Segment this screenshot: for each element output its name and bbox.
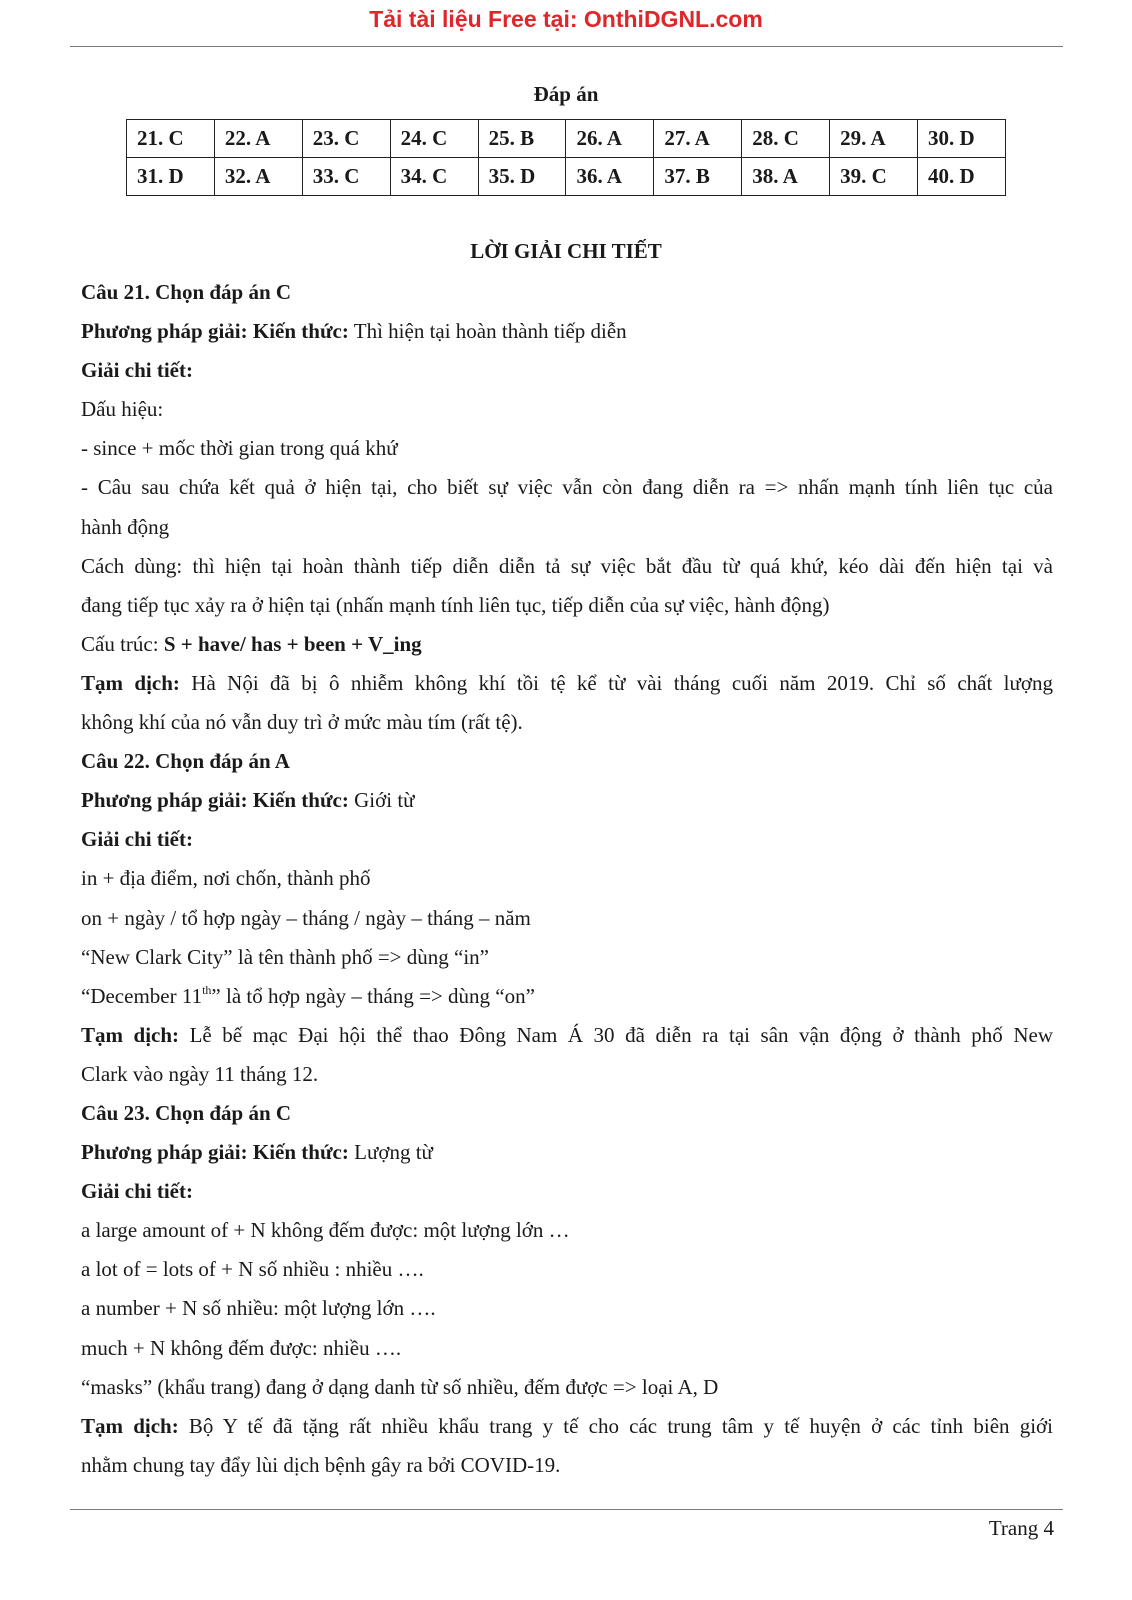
answer-cell: 39. C <box>830 158 918 196</box>
method-label: Phương pháp giải: Kiến thức: <box>81 1140 349 1165</box>
q23-translation-b: nhằm chung tay đẩy lùi dịch bệnh gây ra bởi COVID-19. <box>81 1452 561 1477</box>
page-number: Trang 4 <box>988 1516 1054 1540</box>
method-label: Phương pháp giải: Kiến thức: <box>81 319 349 344</box>
q21-heading: Câu 21. Chọn đáp án C <box>81 280 292 304</box>
method-value: Lượng từ <box>348 1140 433 1165</box>
q23-method <box>81 1133 1053 1172</box>
q22-rule-3: “New Clark City” là tên thành phố => dùng “in” <box>81 944 490 969</box>
answer-cell: 35. D <box>478 158 566 196</box>
q21-sign-label: Dấu hiệu: <box>81 397 164 422</box>
answer-key-title: Đáp án <box>533 82 599 106</box>
footer-divider <box>70 1509 1063 1510</box>
answer-cell: 21. C <box>127 120 215 158</box>
answer-cell: 28. C <box>742 120 830 158</box>
q21-sign-2a: - Câu sau chứa kết quả ở hiện tại, cho biết sự việc vẫn còn đang diễn ra => nhấn mạnh tính liên tục của <box>81 475 1053 500</box>
method-value: Giới từ <box>348 788 415 813</box>
q21-usage-a: Cách dùng: thì hiện tại hoàn thành tiếp diễn diễn tả sự việc bắt đầu từ quá khứ, kéo dài đến hiện tại và <box>81 553 1053 578</box>
answer-key-table <box>126 119 1006 196</box>
q22-translation-a <box>81 1016 1053 1055</box>
q21-sign-1: - since + mốc thời gian trong quá khứ <box>81 436 398 461</box>
q23-heading: Câu 23. Chọn đáp án C <box>81 1100 292 1125</box>
answer-cell: 34. C <box>390 158 478 196</box>
answer-cell: 32. A <box>214 158 302 196</box>
answer-cell: 22. A <box>214 120 302 158</box>
method-label: Phương pháp giải: Kiến thức: <box>81 788 349 813</box>
method-value: Thì hiện tại hoàn thành tiếp diễn <box>348 319 627 344</box>
q22-rule-1: in + địa điểm, nơi chốn, thành phố <box>81 866 371 891</box>
q22-detail-label: Giải chi tiết: <box>81 827 193 852</box>
q21-usage-b: đang tiếp tục xảy ra ở hiện tại (nhấn mạnh tính liên tục, tiếp diễn của sự việc, hành động) <box>81 592 830 617</box>
answer-cell: 37. B <box>654 158 742 196</box>
answer-cell: 36. A <box>566 158 654 196</box>
translation-label: Tạm dịch: <box>81 1022 180 1047</box>
translation-text: Bộ Y tế đã tặng rất nhiều khẩu trang y tế cho các trung tâm y tế huyện ở các tỉnh biên giới <box>178 1413 1053 1438</box>
translation-text: Hà Nội đã bị ô nhiễm không khí tồi tệ kể từ vài tháng cuối năm 2019. Chỉ số chất lượng <box>179 670 1053 695</box>
q22-translation-b: Clark vào ngày 11 tháng 12. <box>81 1061 319 1086</box>
q23-rule-4: much + N không đếm được: nhiều …. <box>81 1335 402 1360</box>
translation-label: Tạm dịch: <box>81 670 180 695</box>
q23-rule-2: a lot of = lots of + N số nhiều : nhiều …. <box>81 1257 424 1282</box>
header-link[interactable]: Tải tài liệu Free tại: OnthiDGNL.com <box>369 6 763 32</box>
q22-method <box>81 781 1053 820</box>
q23-rule-1: a large amount of + N không đếm được: một lượng lớn … <box>81 1218 570 1243</box>
answer-cell: 27. A <box>654 120 742 158</box>
q21-method <box>81 312 1053 351</box>
answer-cell: 25. B <box>478 120 566 158</box>
structure-value: S + have/ has + been + V_ing <box>163 631 422 656</box>
q21-sign-2b: hành động <box>81 514 170 539</box>
translation-label: Tạm dịch: <box>81 1413 179 1438</box>
q22-heading: Câu 22. Chọn đáp án A <box>81 749 290 774</box>
q21-detail-label: Giải chi tiết: <box>81 358 193 383</box>
q23-rule-3: a number + N số nhiều: một lượng lớn …. <box>81 1296 436 1321</box>
answer-cell: 24. C <box>390 120 478 158</box>
solutions-title: LỜI GIẢI CHI TIẾT <box>470 239 662 263</box>
q21-structure <box>81 625 1053 664</box>
answer-row <box>127 120 1006 158</box>
rule-4-sup: th <box>202 982 212 997</box>
structure-label: Cấu trúc: <box>81 631 164 656</box>
answer-row <box>127 158 1006 196</box>
answer-cell: 23. C <box>302 120 390 158</box>
answer-cell: 40. D <box>918 158 1006 196</box>
answer-cell: 26. A <box>566 120 654 158</box>
q21-translation-b: không khí của nó vẫn duy trì ở mức màu tím (rất tệ). <box>81 710 523 735</box>
q21-translation-a <box>81 664 1053 703</box>
header-divider <box>70 46 1063 47</box>
answer-cell: 33. C <box>302 158 390 196</box>
rule-4-pre: “December 11 <box>81 983 203 1008</box>
q23-detail-label: Giải chi tiết: <box>81 1179 193 1204</box>
q23-translation-a <box>81 1407 1053 1446</box>
q22-rule-4 <box>81 977 1053 1016</box>
translation-text: Lễ bế mạc Đại hội thể thao Đông Nam Á 30 đã diễn ra tại sân vận động ở thành phố New <box>179 1022 1053 1047</box>
answer-cell: 38. A <box>742 158 830 196</box>
q22-rule-2: on + ngày / tổ hợp ngày – tháng / ngày – tháng – năm <box>81 905 531 930</box>
answer-cell: 29. A <box>830 120 918 158</box>
q23-rule-5: “masks” (khẩu trang) đang ở dạng danh từ số nhiều, đếm được => loại A, D <box>81 1374 719 1399</box>
solutions-body <box>81 273 1053 1485</box>
answer-cell: 30. D <box>918 120 1006 158</box>
answer-cell: 31. D <box>127 158 215 196</box>
rule-4-post: ” là tổ hợp ngày – tháng => dùng “on” <box>211 983 535 1008</box>
